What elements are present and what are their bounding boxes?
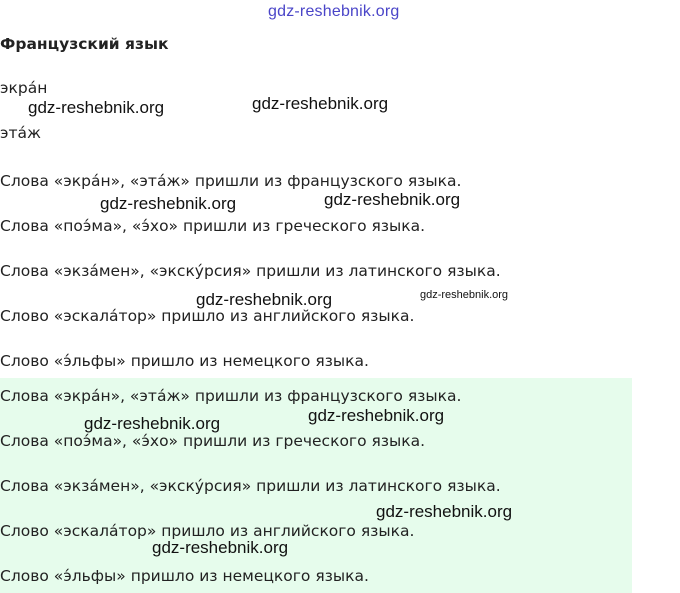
watermark: gdz-reshebnik.org [308,406,445,425]
answer-line: Слова «экза́мен», «экску́рсия» пришли из латинского языка. [0,477,501,495]
watermark: gdz-reshebnik.org [324,190,461,209]
answer-line: Слово «э́льфы» пришло из немецкого языка. [0,567,369,585]
text-line: Слова «поэ́ма», «э́хо» пришли из греческого языка. [0,217,426,235]
text-line: Слово «э́льфы» пришло из немецкого языка. [0,352,369,370]
watermark: gdz-reshebnik.org [152,538,289,557]
answer-line: Слова «поэ́ма», «э́хо» пришли из греческого языка. [0,432,426,450]
section-title: Французский язык [0,35,169,53]
watermark: gdz-reshebnik.org [420,289,509,301]
text-line: Слово «эскала́тор» пришло из английского языка. [0,307,415,325]
word-item: экра́н [0,79,48,97]
watermark: gdz-reshebnik.org [376,502,513,521]
watermark: gdz-reshebnik.org [84,414,221,433]
answer-line: Слово «эскала́тор» пришло из английского языка. [0,522,415,540]
watermark: gdz-reshebnik.org [252,94,389,113]
site-watermark-link[interactable]: gdz-reshebnik.org [268,3,400,20]
watermark: gdz-reshebnik.org [100,194,237,213]
answer-line: Слова «экра́н», «эта́ж» пришли из французского языка. [0,387,462,405]
watermark: gdz-reshebnik.org [28,98,165,117]
text-line: Слова «экза́мен», «экску́рсия» пришли из латинского языка. [0,262,501,280]
word-item: эта́ж [0,124,41,142]
text-line: Слова «экра́н», «эта́ж» пришли из французского языка. [0,172,462,190]
watermark: gdz-reshebnik.org [196,290,333,309]
